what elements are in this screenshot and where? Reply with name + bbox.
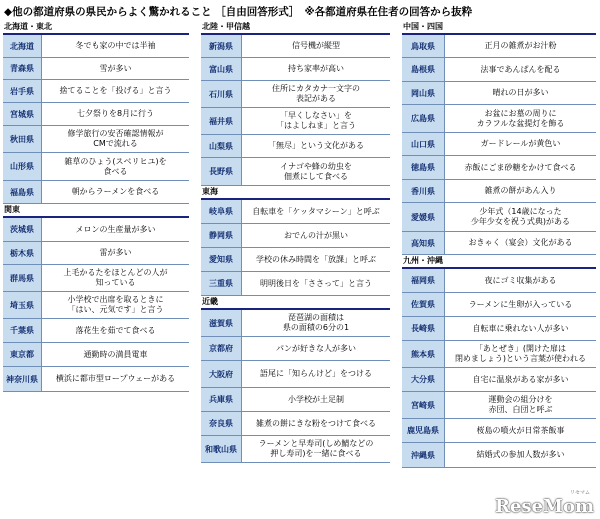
answer-cell: 捨てることを「投げる」と言う: [59, 86, 172, 95]
table-row: [201, 200, 390, 224]
table-row: [402, 35, 596, 58]
answer-cell: 法事であんぱんを配る: [480, 64, 561, 74]
prefecture-cell: 島根県: [402, 58, 445, 81]
answer-cell: 語尾に「知らんけど」をつける: [260, 369, 372, 378]
prefecture-cell: 福岡県: [402, 269, 445, 292]
answer-cell: 運動会の組分けを 赤団、白団と呼ぶ: [488, 395, 553, 414]
answer-cell: お盆にお墓の周りに カラフルな盆提灯を飾る: [476, 108, 565, 128]
region-header: 関東: [3, 204, 189, 218]
prefecture-cell: 山形県: [3, 153, 42, 180]
table-row: [201, 436, 390, 463]
prefecture-cell: 三重県: [201, 272, 242, 295]
answer-cell: 明明後日を「ささって」と言う: [260, 278, 372, 288]
answer-cell: 少年式（14歳になった 少年少女を祝う式典)がある: [470, 207, 571, 226]
table-row: [3, 367, 189, 392]
region-header: 北陸・甲信越: [201, 21, 390, 35]
answer-cell: メロンの生産量が多い: [75, 224, 156, 234]
table-row: [201, 81, 390, 108]
table-row: [201, 388, 390, 412]
table-row: [201, 158, 390, 186]
table-row: [3, 242, 189, 265]
region-header: 中国・四国: [402, 21, 596, 35]
answer-cell: ガードレールが黄色い: [480, 139, 561, 148]
prefecture-cell: 群馬県: [3, 265, 42, 291]
answer-cell: 結婚式の参加人数が多い: [476, 450, 565, 459]
answer-cell: 「あとぜき」(開けた扉は 閉めましょう)という言葉が使われる: [454, 344, 587, 363]
table-row: [402, 180, 596, 203]
answer-cell: 小学校で出席を取るときに 「はい、元気です」と言う: [67, 295, 164, 314]
prefecture-cell: 大分県: [402, 368, 445, 391]
answer-cell: 正月の雑煮がお汁粉: [484, 41, 557, 50]
prefecture-cell: 高知県: [402, 232, 445, 254]
answer-cell: 雑煮の餅にきな粉をつけて食べる: [256, 418, 376, 428]
prefecture-cell: 青森県: [3, 58, 42, 79]
table-row: [201, 412, 390, 436]
table-row: [402, 392, 596, 419]
answer-cell: 七夕祭りを8月に行う: [76, 109, 155, 118]
prefecture-cell: 東京都: [3, 343, 42, 366]
prefecture-cell: 長野県: [201, 158, 242, 185]
table-row: [402, 105, 596, 133]
column-3: [402, 21, 596, 468]
table-row: [201, 272, 390, 296]
prefecture-cell: 秋田県: [3, 126, 42, 152]
prefecture-cell: 愛知県: [201, 248, 242, 271]
table-row: [402, 443, 596, 468]
prefecture-cell: 岐阜県: [201, 200, 242, 223]
region-header: 北海道・東北: [3, 21, 189, 35]
answer-cell: 自宅に温泉がある家が多い: [472, 374, 569, 384]
table-row: [3, 319, 189, 343]
table-row: [3, 218, 189, 242]
table-row: [402, 419, 596, 443]
answer-cell: 「無尽」という文化がある: [268, 141, 364, 150]
prefecture-cell: 千葉県: [3, 319, 42, 342]
answer-cell: 学校の休み時間を「放課」と呼ぶ: [256, 254, 376, 264]
prefecture-cell: 静岡県: [201, 224, 242, 247]
answer-cell: 信号機が縦型: [292, 41, 340, 50]
answer-cell: ラーメンと早寿司(しめ鯖などの 押し寿司)を一緒に食べる: [258, 439, 374, 458]
prefecture-cell: 鹿児島県: [402, 419, 445, 442]
table-row: [402, 293, 596, 317]
table-row: [3, 181, 189, 204]
answer-cell: パンが好きな人が多い: [276, 343, 356, 353]
answer-cell: 自転車に乗れない人が多い: [472, 323, 569, 333]
table-row: [402, 317, 596, 341]
table-row: [402, 368, 596, 392]
answer-cell: 冬でも家の中では半袖: [75, 41, 156, 50]
prefecture-cell: 大阪府: [201, 361, 242, 387]
prefecture-cell: 鳥取県: [402, 35, 445, 57]
table-row: [201, 361, 390, 388]
answer-cell: 持ち家率が高い: [288, 64, 344, 73]
table-row: [201, 248, 390, 272]
answer-cell: 晴れの日が多い: [492, 88, 549, 97]
prefecture-cell: 山口県: [402, 133, 445, 155]
answer-cell: 雑草のひょう(スベリヒユ)を 食べる: [64, 156, 167, 176]
answer-cell: おきゃく（宴会）文化がある: [468, 238, 573, 247]
prefecture-cell: 沖縄県: [402, 443, 445, 467]
prefecture-cell: 茨城県: [3, 218, 42, 241]
region-header: 九州・沖縄: [402, 255, 596, 269]
prefecture-cell: 岡山県: [402, 82, 445, 104]
table-row: [402, 156, 596, 180]
table-row: [3, 80, 189, 103]
table-row: [402, 232, 596, 255]
column-2: [201, 21, 390, 463]
table-row: [402, 58, 596, 82]
answer-cell: 雪が多い: [99, 63, 132, 73]
table-row: [402, 341, 596, 368]
table-row: [3, 153, 189, 181]
table-row: [201, 310, 390, 337]
prefecture-cell: 新潟県: [201, 35, 242, 57]
answer-cell: 通勤時の満員電車: [83, 349, 148, 359]
prefecture-cell: 神奈川県: [3, 367, 42, 391]
prefecture-cell: 福井県: [201, 108, 242, 134]
column-1: [3, 21, 189, 392]
table-row: [402, 203, 596, 232]
prefecture-cell: 徳島県: [402, 156, 445, 179]
page-title: ◆他の都道府県の県民からよく驚かれること ［自由回答形式］ ※各都道府県在住者の回答から抜粋: [4, 6, 473, 18]
prefecture-cell: 栃木県: [3, 242, 42, 264]
table-row: [3, 126, 189, 153]
table-row: [201, 135, 390, 158]
resemom-logo: ReseMom: [495, 496, 594, 517]
table-row: [201, 224, 390, 248]
table-row: [201, 58, 390, 81]
table-row: [402, 269, 596, 293]
region-header: 近畿: [201, 296, 390, 310]
answer-cell: イナゴや蜂の幼虫を 佃煮にして食べる: [280, 161, 352, 181]
answer-cell: 雑煮の餅があん入り: [484, 186, 557, 195]
prefecture-cell: 宮城県: [3, 103, 42, 125]
prefecture-cell: 岩手県: [3, 80, 42, 102]
table-row: [402, 133, 596, 156]
answer-cell: ラーメンに生卵が入っている: [468, 299, 573, 309]
prefecture-cell: 広島県: [402, 105, 445, 132]
answer-cell: 修学旅行の安否確認情報が CMで流れる: [67, 129, 164, 148]
answer-cell: 夜にゴミ収集がある: [484, 275, 557, 285]
answer-cell: 雷が多い: [99, 248, 132, 257]
table-row: [201, 108, 390, 135]
table-row: [3, 58, 189, 80]
prefecture-cell: 熊本県: [402, 341, 445, 367]
table-row: [3, 343, 189, 367]
prefecture-cell: 佐賀県: [402, 293, 445, 316]
table-row: [201, 35, 390, 58]
answer-cell: 桜島の噴火が日常茶飯事: [476, 425, 565, 435]
prefecture-cell: 宮崎県: [402, 392, 445, 418]
prefecture-cell: 京都府: [201, 337, 242, 360]
table-row: [402, 82, 596, 105]
table-row: [3, 103, 189, 126]
answer-cell: 自転車を「ケッタマシーン」と呼ぶ: [252, 206, 380, 216]
prefecture-cell: 北海道: [3, 35, 42, 57]
prefecture-cell: 愛媛県: [402, 203, 445, 231]
answer-cell: 朝からラーメンを食べる: [71, 187, 160, 196]
answer-cell: 落花生を茹でて食べる: [75, 325, 156, 335]
prefecture-cell: 香川県: [402, 180, 445, 202]
answer-cell: 横浜に都市型ロープウェーがある: [55, 374, 176, 383]
region-header: 東海: [201, 186, 390, 200]
prefecture-cell: 奈良県: [201, 412, 242, 435]
prefecture-cell: 富山県: [201, 58, 242, 80]
answer-cell: 小学校が土足制: [288, 394, 344, 404]
answer-cell: おでんの汁が黒い: [284, 230, 348, 240]
prefecture-cell: 埼玉県: [3, 292, 42, 318]
prefecture-cell: 長崎県: [402, 317, 445, 340]
table-row: [3, 35, 189, 58]
table-row: [3, 292, 189, 319]
prefecture-cell: 山梨県: [201, 135, 242, 157]
prefecture-cell: 滋賀県: [201, 310, 242, 336]
answer-cell: 住所にカタカナ一文字の 表記がある: [272, 84, 360, 103]
prefecture-cell: 福島県: [3, 181, 42, 203]
table-row: [201, 337, 390, 361]
logo-subtext: リセマム: [570, 490, 590, 496]
prefecture-cell: 兵庫県: [201, 388, 242, 411]
answer-cell: 赤飯にごま砂糖をかけて食べる: [464, 162, 577, 172]
prefecture-cell: 和歌山県: [201, 436, 242, 462]
prefecture-cell: 石川県: [201, 81, 242, 107]
answer-cell: 「早くしなさい」を 「はよしねま」と言う: [276, 111, 356, 130]
answer-cell: 琵琶湖の面積は 県の面積の6分の1: [282, 313, 350, 332]
answer-cell: 上毛かるたをほとんどの人が 知っている: [63, 268, 168, 287]
table-row: [3, 265, 189, 292]
